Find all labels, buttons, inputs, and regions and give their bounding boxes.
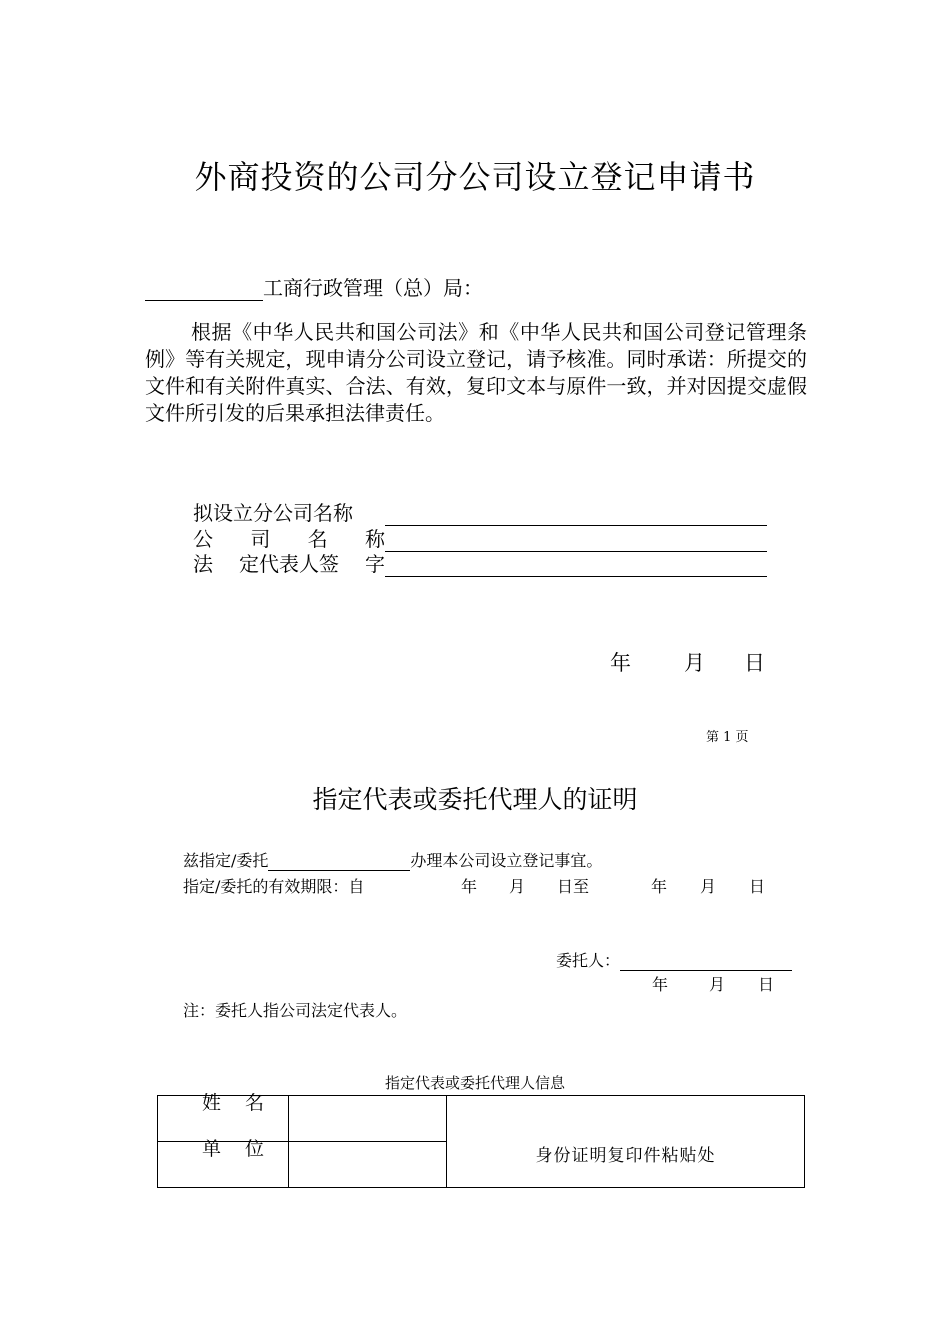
unit-value-cell[interactable] — [289, 1142, 447, 1188]
bureau-name-blank[interactable] — [145, 278, 263, 301]
validity-end-day: 日 — [749, 877, 766, 896]
validity-start-month: 月 — [509, 877, 526, 896]
validity-end-year: 年 — [651, 877, 668, 896]
company-name-char: 司 — [250, 527, 271, 551]
id-copy-paste-area: 身份证明复印件粘贴处 — [447, 1096, 805, 1188]
validity-period-label: 指定/委托的有效期限：自 — [183, 877, 365, 896]
legal-rep-label — [193, 548, 385, 577]
name-value-cell[interactable] — [289, 1096, 447, 1142]
representative-info-table — [157, 1091, 805, 1188]
application-statement: 根据《中华人民共和国公司法》和《中华人民共和国公司登记管理条例》等有关规定，现申请分公司设立登记，请予核准。同时承诺：所提交的文件和有关附件真实、合法、有效，复印文本与原件一致，并对因提交虚假文件所引发的后果承担法律责任。 — [145, 320, 807, 425]
certificate-title: 指定代表或委托代理人的证明 — [312, 785, 638, 814]
principal-label: 委托人： — [556, 951, 621, 970]
branch-name-row — [193, 497, 767, 523]
appointee-blank[interactable] — [268, 852, 410, 871]
legal-rep-char: 法 — [193, 552, 213, 576]
company-name-char: 名 — [307, 527, 328, 551]
sign-month: 月 — [709, 975, 726, 994]
appointment-line — [183, 848, 602, 871]
name-label-char: 姓 — [202, 1091, 222, 1114]
date-year: 年 — [610, 651, 631, 675]
info-table-caption: 指定代表或委托代理人信息 — [384, 1074, 565, 1092]
legal-rep-signature-blank[interactable] — [385, 554, 767, 577]
company-name-row — [193, 523, 767, 549]
date-day: 日 — [744, 651, 765, 675]
page-number: 第 1 页 — [706, 730, 749, 745]
legal-rep-char: 字 — [365, 552, 385, 576]
company-name-char: 公 — [193, 527, 213, 551]
addressee-text: 工商行政管理（总）局： — [263, 276, 483, 300]
branch-name-label: 拟设立分公司名称 — [193, 501, 353, 525]
appointment-prefix: 兹指定/委托 — [183, 851, 269, 870]
date-month: 月 — [684, 651, 705, 675]
page-title: 外商投资的公司分公司设立登记申请书 — [194, 158, 756, 196]
validity-start-year: 年 — [461, 877, 478, 896]
unit-label-char: 位 — [245, 1137, 265, 1160]
appointment-suffix: 办理本公司设立登记事宜。 — [410, 851, 603, 870]
validity-start-day: 日至 — [557, 877, 590, 896]
addressee-line — [145, 272, 483, 301]
principal-signature-blank[interactable] — [620, 952, 792, 971]
name-label-char: 名 — [245, 1091, 265, 1114]
unit-label-char: 单 — [202, 1137, 222, 1160]
sign-day: 日 — [758, 975, 775, 994]
sign-year: 年 — [652, 975, 669, 994]
principal-line — [556, 948, 792, 971]
legal-rep-row — [193, 548, 767, 574]
validity-end-month: 月 — [700, 877, 717, 896]
company-name-char: 称 — [364, 527, 385, 551]
legal-rep-char: 定代表人签 — [239, 552, 339, 576]
principal-note: 注：委托人指公司法定代表人。 — [183, 1001, 408, 1020]
unit-label-cell — [158, 1137, 289, 1188]
